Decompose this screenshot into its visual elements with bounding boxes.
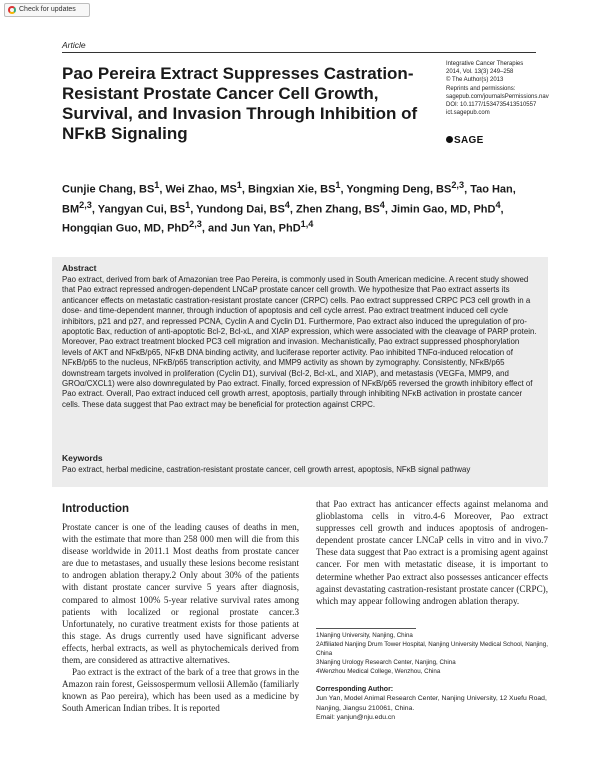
footnote-rule (316, 628, 416, 629)
affiliation-item: 2Affiliated Nanjing Drum Tower Hospital, Nanjing University Medical School, Nanjing, China (316, 641, 548, 657)
affiliation-item: 1Nanjing University, Nanjing, China (316, 632, 413, 639)
crossmark-icon (8, 6, 16, 14)
intro-paragraph-2: Pao extract is the extract of the bark of a tree that grows in the Amazon rain forest, Geissospermum vellosii Allemão (familiarly known as Pao pereira), which has been used as a medicine by South American Indian tribes. It is reported (62, 667, 299, 714)
author-list: Cunjie Chang, $BS^1$, Wei Zhao, $MS^1$, Bingxian Xie, $BS^1$, Yongming Deng, BS$^{2,3}$, Tao Han, BM$^{2,3}$, Yangyan Cui, $BS^1$, Yundong Dai, $BS^4$, Zhen Zhang, $BS^4$, Jimin Gao, MD, PhD$^4$, Hongqian Guo, MD, PhD$^{2,3}$, and Jun Yan, PhD$^{1,4}$ (62, 180, 516, 235)
keywords-text: Pao extract, herbal medicine, castration-resistant prostate cancer, cell growth arrest, apoptosis, NFκB signal pathway (62, 465, 471, 474)
corresponding-email[interactable]: Email: yanjun@nju.edu.cn (316, 713, 396, 721)
affiliation-item: 3Nanjing Urology Research Center, Nanjing, China (316, 659, 456, 666)
journal-site[interactable]: ict.sagepub.com (446, 110, 490, 117)
intro-heading: Introduction (62, 503, 130, 515)
paper-title: Pao Pereira Extract Suppresses Castration-Resistant Prostate Cancer Cell Growth, Survival, and Invasion Through Inhibition of NFκB Signaling (62, 64, 418, 143)
intro-paragraph-right: that Pao extract has anticancer effects against melanoma and glioblastoma cells in vitro.4-6 Moreover, Pao extract suppresses cell growth and induces apoptosis of androgen-dependent prostate cancer LNCaP cells in vitro and in vivo.7 These data suggest that Pao extract is a promising agent against cancer. For men with metastatic disease, it is important to determine whether Pao extract also possesses anticancer effects against devastating castration-resistant prostate cancer (CRPC), which may appear following androgen ablation therapy. (316, 499, 548, 606)
affiliation-item: 4Wenzhou Medical College, Wenzhou, China (316, 668, 441, 675)
corresponding-text: Jun Yan, Model Animal Research Center, Nanjing University, 12 Xuefu Road, Nanjing, Jiangsu 210061, China. (316, 695, 547, 712)
check-for-updates-badge[interactable] (4, 3, 90, 17)
abstract-panel (52, 257, 548, 487)
journal-doi[interactable]: DOI: 10.1177/1534735413510557 (446, 102, 537, 109)
abstract-heading: Abstract (62, 263, 97, 273)
intro-paragraph-1: Prostate cancer is one of the leading causes of deaths in men, with the estimate that more than 258 000 men will die from this disease worldwide in 2011.1 Most deaths from prostate cancer are due to metastases, and usually these lesions become resistant to androgen ablation therapy.2 Only about 30% of the patients with distant prostate cancer survive 5 years after diagnosis, compared to almost 100% 5-year relative survival rates among patients with localized or regional prostate cancer.3 Unfortunately, no curative treatment exists for those patients at this stage. As drugs currently used have significant adverse effects, herbal extracts, as well as phytochemicals derived from them, are considered as attractive alternatives. (62, 522, 299, 666)
sage-logo-icon (446, 136, 453, 143)
journal-info (446, 60, 566, 117)
sage-logo-text: SAGE (454, 135, 484, 146)
article-type: Article (62, 40, 86, 50)
journal-reprints: Reprints and permissions: (446, 85, 516, 92)
header-rule (62, 52, 536, 53)
left-column (62, 503, 299, 715)
journal-name: Integrative Cancer Therapies (446, 61, 524, 67)
corresponding-heading: Corresponding Author: (316, 686, 394, 693)
abstract-text: Pao extract, derived from bark of Amazonian tree Pao Pereira, is commonly used in South American medicine. A recent study showed that Pao extract repressed androgen-dependent LNCaP prostate cancer cell growth. We hypothesize that Pao extract asserts its anticancer effects on metastatic castration-resistant prostate cancer (CRPC) cells. Pao extract suppressed CRPC PC3 cell growth in a dose- and time-dependent manner, through induction of apoptosis and cell cycle arrest. Pao extract treatment induced cell cycle inhibitors, p21 and p27, and repressed PCNA, Cyclin A and Cyclin D1. Furthermore, Pao extract also induced the upregulation of pro-apoptotic Bax, reduction of anti-apoptotic Bcl-2, Bcl-xL, and XIAP expression, which were associated with the cleavage of PARP protein. Moreover, Pao extract treatment blocked PC3 cell migration and invasion. Mechanistically, Pao extract suppressed phosphorylation levels of AKT and NFκB/p65, NFκB DNA binding activity, and luciferase reporter activity. Pao inhibited TNFα-induced relocation of NFκB/p65 to the nucleus, NFκB/p65 transcription activity, and MMP9 activity as shown by zymography. Consistently, NFκB/p65 downstream targets involved in proliferation (Cyclin D1), survival (Bcl-2, Bcl-xL, and XIAP), and metastasis (VEGFa, MMP9, and GROα/CXCL1) were also downregulated by Pao extract. Finally, forced expression of NFκB/p65 reversed the growth inhibitory effect of Pao extract. Overall, Pao extract induced cell growth arrest, apoptosis, partially through inhibiting NFκB activation in prostate cancer cells. These data suggest that Pao extract may be beneficial for protection against CRPC. (62, 275, 537, 409)
sage-logo (446, 135, 484, 146)
right-column (316, 498, 548, 607)
keywords-heading: Keywords (62, 453, 103, 463)
keywords-section (62, 453, 538, 475)
check-for-updates-label: Check for updates (19, 6, 76, 13)
corresponding-author (316, 685, 548, 722)
journal-copyright: © The Author(s) 2013 (446, 77, 504, 84)
journal-citation: 2014, Vol. 13(3) 249–258 (446, 69, 514, 76)
affiliations (316, 631, 548, 676)
journal-reprints-url[interactable]: sagepub.com/journalsPermissions.nav (446, 93, 549, 100)
